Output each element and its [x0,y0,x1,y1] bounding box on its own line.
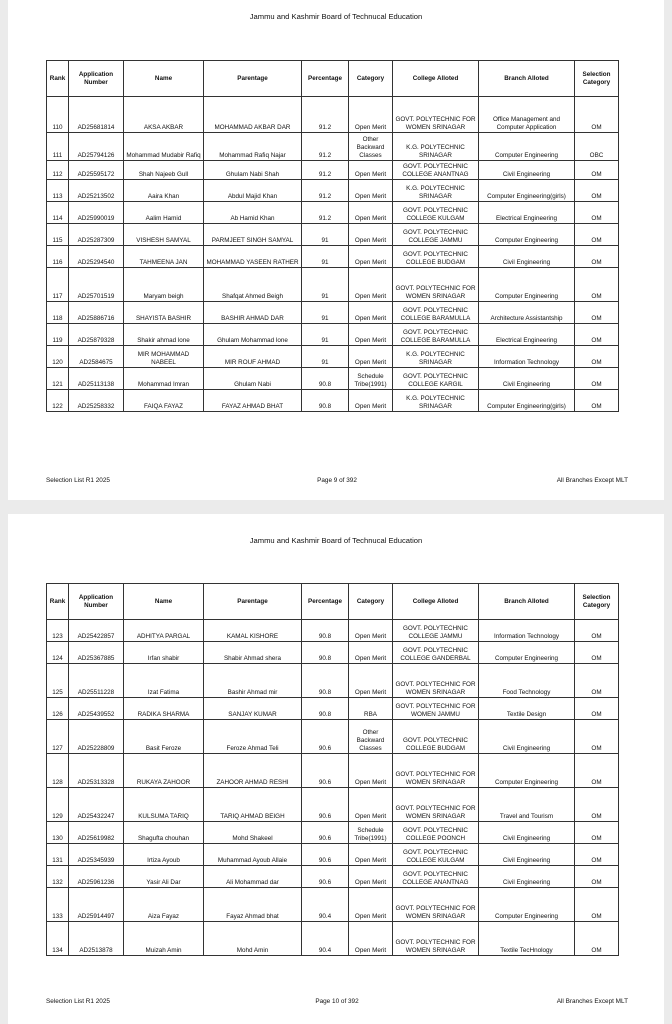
category-cell: Open Merit [349,922,393,956]
name-cell: Aalim Hamid [124,202,204,224]
branch-cell: Textile Design [479,698,575,720]
parentage-cell: Ghulam Nabi Shah [204,161,302,180]
branch-cell: Civil Engineering [479,246,575,268]
parentage-cell: Mohammad Rafiq Najar [204,133,302,161]
college-cell: GOVT. POLYTECHNIC COLLEGE BUDGAM [393,720,479,754]
name-cell: Irtiza Ayoub [124,844,204,866]
college-cell: GOVT. POLYTECHNIC FOR WOMEN SRINAGAR [393,922,479,956]
name-cell: Maryam beigh [124,268,204,302]
rank-cell: 129 [47,788,69,822]
selection-category-cell: OM [575,97,619,133]
branch-cell: Civil Engineering [479,720,575,754]
parentage-cell: SANJAY KUMAR [204,698,302,720]
selection-category-cell: OM [575,246,619,268]
footer-branches: All Branches Except MLT [556,998,628,1005]
table-body [47,620,619,956]
branch-cell: Civil Engineering [479,161,575,180]
name-cell: AKSA AKBAR [124,97,204,133]
parentage-cell: PARMJEET SINGH SAMYAL [204,224,302,246]
rank-cell: 116 [47,246,69,268]
category-cell: RBA [349,698,393,720]
category-cell: Open Merit [349,302,393,324]
application-number-cell: AD25313328 [69,754,124,788]
percentage-cell: 90.4 [302,888,349,922]
document-page-10 [8,514,664,1024]
rank-cell: 119 [47,324,69,346]
percentage-cell: 91.2 [302,161,349,180]
category-cell: Schedule Tribe(1991) [349,822,393,844]
table-row [47,180,619,202]
table-row [47,390,619,412]
college-cell: GOVT. POLYTECHNIC COLLEGE KARGIL [393,368,479,390]
name-cell: Shakir ahmad lone [124,324,204,346]
table-row [47,664,619,698]
application-number-cell: AD25595172 [69,161,124,180]
parentage-cell: MIR ROUF AHMAD [204,346,302,368]
rank-cell: 132 [47,866,69,888]
col-college-header: College Alloted [393,61,479,97]
parentage-cell: Ab Hamid Khan [204,202,302,224]
parentage-cell: ZAHOOR AHMAD RESHI [204,754,302,788]
document-page-9 [8,0,664,500]
college-cell: GOVT. POLYTECHNIC COLLEGE JAMMU [393,620,479,642]
selection-category-cell: OM [575,202,619,224]
selection-category-cell: OM [575,324,619,346]
parentage-cell: Abdul Majid Khan [204,180,302,202]
category-cell: Schedule Tribe(1991) [349,368,393,390]
branch-cell: Electrical Engineering [479,324,575,346]
selection-category-cell: OM [575,224,619,246]
percentage-cell: 91.2 [302,97,349,133]
selection-category-cell: OM [575,390,619,412]
selection-category-cell: OBC [575,133,619,161]
application-number-cell: AD25422857 [69,620,124,642]
table-row [47,922,619,956]
branch-cell: Computer Engineering [479,133,575,161]
table-row [47,788,619,822]
category-cell: Open Merit [349,866,393,888]
selection-category-cell: OM [575,788,619,822]
category-cell: Open Merit [349,844,393,866]
col-name-header: Name [124,584,204,620]
category-cell: Open Merit [349,620,393,642]
name-cell: Basit Feroze [124,720,204,754]
col-percentage-header: Percentage [302,61,349,97]
name-cell: FAIQA FAYAZ [124,390,204,412]
category-cell: Open Merit [349,202,393,224]
percentage-cell: 91 [302,324,349,346]
category-cell: Other Backward Classes [349,720,393,754]
name-cell: Mohammad Imran [124,368,204,390]
category-cell: Open Merit [349,390,393,412]
college-cell: GOVT. POLYTECHNIC COLLEGE BARAMULLA [393,302,479,324]
table-row [47,224,619,246]
selection-category-cell: OM [575,720,619,754]
selection-category-cell: OM [575,844,619,866]
table-row [47,844,619,866]
branch-cell: Computer Engineering [479,888,575,922]
application-number-cell: AD25701519 [69,268,124,302]
percentage-cell: 91.2 [302,202,349,224]
selection-category-cell: OM [575,642,619,664]
rank-cell: 127 [47,720,69,754]
percentage-cell: 90.8 [302,664,349,698]
application-number-cell: AD25619982 [69,822,124,844]
rank-cell: 121 [47,368,69,390]
category-cell: Open Merit [349,268,393,302]
table-row [47,866,619,888]
branch-cell: Architecture Assistantship [479,302,575,324]
application-number-cell: AD25886716 [69,302,124,324]
rank-cell: 134 [47,922,69,956]
percentage-cell: 90.8 [302,698,349,720]
application-number-cell: AD25432247 [69,788,124,822]
branch-cell: Computer Engineering [479,268,575,302]
rank-cell: 112 [47,161,69,180]
category-cell: Open Merit [349,754,393,788]
selection-table [46,583,619,956]
name-cell: Aaira Khan [124,180,204,202]
rank-cell: 122 [47,390,69,412]
category-cell: Open Merit [349,161,393,180]
percentage-cell: 91.2 [302,180,349,202]
selection-category-cell: OM [575,161,619,180]
application-number-cell: AD25294540 [69,246,124,268]
page-number: Page 10 of 392 [315,998,359,1005]
college-cell: GOVT. POLYTECHNIC FOR WOMEN JAMMU [393,698,479,720]
college-cell: GOVT. POLYTECHNIC COLLEGE ANANTNAG [393,866,479,888]
application-number-cell: AD25287309 [69,224,124,246]
percentage-cell: 90.6 [302,720,349,754]
table-row [47,620,619,642]
branch-cell: Food Technology [479,664,575,698]
percentage-cell: 91 [302,346,349,368]
selection-category-cell: OM [575,180,619,202]
table-row [47,698,619,720]
branch-cell: Computer Engineering [479,224,575,246]
table-row [47,642,619,664]
application-number-cell: AD25794126 [69,133,124,161]
college-cell: GOVT. POLYTECHNIC COLLEGE GANDERBAL [393,642,479,664]
name-cell: VISHESH SAMYAL [124,224,204,246]
parentage-cell: MOHAMMAD YASEEN RATHER [204,246,302,268]
col-application-number-header: Application Number [69,584,124,620]
col-category-header: Category [349,584,393,620]
percentage-cell: 90.8 [302,390,349,412]
selection-category-cell: OM [575,866,619,888]
application-number-cell: AD25228809 [69,720,124,754]
parentage-cell: Mohd Amin [204,922,302,956]
category-cell: Open Merit [349,642,393,664]
college-cell: K.G. POLYTECHNIC SRINAGAR [393,346,479,368]
category-cell: Open Merit [349,888,393,922]
percentage-cell: 90.6 [302,754,349,788]
branch-cell: Travel and Tourism [479,788,575,822]
rank-cell: 114 [47,202,69,224]
college-cell: GOVT. POLYTECHNIC FOR WOMEN SRINAGAR [393,888,479,922]
parentage-cell: Feroze Ahmad Teli [204,720,302,754]
col-parentage-header: Parentage [204,584,302,620]
selection-category-cell: OM [575,302,619,324]
college-cell: GOVT. POLYTECHNIC COLLEGE KULGAM [393,202,479,224]
branch-cell: Electrical Engineering [479,202,575,224]
rank-cell: 126 [47,698,69,720]
application-number-cell: AD25439552 [69,698,124,720]
college-cell: GOVT. POLYTECHNIC COLLEGE BUDGAM [393,246,479,268]
percentage-cell: 91.2 [302,133,349,161]
table-row [47,888,619,922]
table-row [47,346,619,368]
branch-cell: Office Management and Computer Application [479,97,575,133]
col-category-header: Category [349,61,393,97]
rank-cell: 124 [47,642,69,664]
name-cell: RUKAYA ZAHOOR [124,754,204,788]
name-cell: ADHITYA PARGAL [124,620,204,642]
name-cell: Shah Najeeb Gull [124,161,204,180]
table-row [47,161,619,180]
parentage-cell: Ghulam Mohammad lone [204,324,302,346]
selection-category-cell: OM [575,698,619,720]
parentage-cell: TARIQ AHMAD BEIGH [204,788,302,822]
branch-cell: Computer Engineering [479,642,575,664]
parentage-cell: Fayaz Ahmad bhat [204,888,302,922]
page-number: Page 9 of 392 [317,477,357,484]
rank-cell: 125 [47,664,69,698]
rank-cell: 128 [47,754,69,788]
branch-cell: Computer Engineering [479,754,575,788]
application-number-cell: AD25113138 [69,368,124,390]
table-body [47,97,619,412]
name-cell: Aiza Fayaz [124,888,204,922]
category-cell: Other Backward Classes [349,133,393,161]
category-cell: Open Merit [349,664,393,698]
application-number-cell: AD2513878 [69,922,124,956]
percentage-cell: 90.8 [302,368,349,390]
percentage-cell: 91 [302,302,349,324]
college-cell: GOVT. POLYTECHNIC COLLEGE JAMMU [393,224,479,246]
table-row [47,246,619,268]
application-number-cell: AD25990019 [69,202,124,224]
application-number-cell: AD25213502 [69,180,124,202]
application-number-cell: AD25511228 [69,664,124,698]
branch-cell: Civil Engineering [479,368,575,390]
college-cell: GOVT. POLYTECHNIC FOR WOMEN SRINAGAR [393,664,479,698]
college-cell: K.G. POLYTECHNIC SRINAGAR [393,180,479,202]
percentage-cell: 91 [302,224,349,246]
application-number-cell: AD25914497 [69,888,124,922]
branch-cell: Civil Engineering [479,844,575,866]
percentage-cell: 91 [302,268,349,302]
name-cell: KULSUMA TARIQ [124,788,204,822]
selection-category-cell: OM [575,822,619,844]
application-number-cell: AD25961236 [69,866,124,888]
rank-cell: 110 [47,97,69,133]
college-cell: GOVT. POLYTECHNIC COLLEGE BARAMULLA [393,324,479,346]
parentage-cell: Ghulam Nabi [204,368,302,390]
footer-branches: All Branches Except MLT [556,477,628,484]
rank-cell: 117 [47,268,69,302]
category-cell: Open Merit [349,324,393,346]
percentage-cell: 90.6 [302,844,349,866]
college-cell: GOVT. POLYTECHNIC FOR WOMEN SRINAGAR [393,268,479,302]
rank-cell: 131 [47,844,69,866]
table-row [47,822,619,844]
parentage-cell: Bashir Ahmad mir [204,664,302,698]
board-title: Jammu and Kashmir Board of Technucal Education [249,536,423,545]
selection-category-cell: OM [575,268,619,302]
col-percentage-header: Percentage [302,584,349,620]
table-row [47,368,619,390]
name-cell: Muizah Amin [124,922,204,956]
branch-cell: Textile TecHnology [479,922,575,956]
percentage-cell: 90.4 [302,922,349,956]
selection-category-cell: OM [575,620,619,642]
footer-list-name: Selection List R1 2025 [46,477,110,484]
application-number-cell: AD25879328 [69,324,124,346]
selection-category-cell: OM [575,664,619,698]
category-cell: Open Merit [349,246,393,268]
branch-cell: Computer Engineering(girls) [479,390,575,412]
col-selection-category-header: Selection Category [575,584,619,620]
college-cell: GOVT. POLYTECHNIC FOR WOMEN SRINAGAR [393,97,479,133]
name-cell: Mohammad Mudabir Rafiq [124,133,204,161]
category-cell: Open Merit [349,224,393,246]
percentage-cell: 91 [302,246,349,268]
college-cell: K.G. POLYTECHNIC SRINAGAR [393,390,479,412]
selection-category-cell: OM [575,922,619,956]
name-cell: Yasir Ali Dar [124,866,204,888]
branch-cell: Civil Engineering [479,822,575,844]
selection-category-cell: OM [575,368,619,390]
college-cell: GOVT. POLYTECHNIC COLLEGE ANANTNAG [393,161,479,180]
category-cell: Open Merit [349,97,393,133]
col-parentage-header: Parentage [204,61,302,97]
percentage-cell: 90.6 [302,866,349,888]
application-number-cell: AD25681814 [69,97,124,133]
parentage-cell: Shabir Ahmad shera [204,642,302,664]
selection-category-cell: OM [575,888,619,922]
col-branch-header: Branch Alloted [479,584,575,620]
table-row [47,202,619,224]
branch-cell: Computer Engineering(girls) [479,180,575,202]
name-cell: SHAYISTA BASHIR [124,302,204,324]
rank-cell: 130 [47,822,69,844]
table-row [47,97,619,133]
name-cell: Irfan shabir [124,642,204,664]
rank-cell: 111 [47,133,69,161]
col-branch-header: Branch Alloted [479,61,575,97]
percentage-cell: 90.8 [302,642,349,664]
col-rank-header: Rank [47,584,69,620]
application-number-cell: AD2584675 [69,346,124,368]
branch-cell: Information Technology [479,620,575,642]
name-cell: MIR MOHAMMAD NABEEL [124,346,204,368]
parentage-cell: BASHIR AHMAD DAR [204,302,302,324]
board-title: Jammu and Kashmir Board of Technucal Education [249,12,423,21]
parentage-cell: FAYAZ AHMAD BHAT [204,390,302,412]
parentage-cell: Muhammad Ayoub Allaie [204,844,302,866]
col-selection-category-header: Selection Category [575,61,619,97]
parentage-cell: Ali Mohammad dar [204,866,302,888]
rank-cell: 120 [47,346,69,368]
name-cell: TAHMEENA JAN [124,246,204,268]
rank-cell: 113 [47,180,69,202]
parentage-cell: Shafqat Ahmed Beigh [204,268,302,302]
rank-cell: 118 [47,302,69,324]
selection-category-cell: OM [575,346,619,368]
college-cell: GOVT. POLYTECHNIC FOR WOMEN SRINAGAR [393,788,479,822]
parentage-cell: KAMAL KISHORE [204,620,302,642]
category-cell: Open Merit [349,180,393,202]
rank-cell: 123 [47,620,69,642]
col-application-number-header: Application Number [69,61,124,97]
name-cell: Izat Fatima [124,664,204,698]
col-name-header: Name [124,61,204,97]
college-cell: GOVT. POLYTECHNIC FOR WOMEN SRINAGAR [393,754,479,788]
application-number-cell: AD25367885 [69,642,124,664]
parentage-cell: Mohd Shakeel [204,822,302,844]
percentage-cell: 90.6 [302,788,349,822]
header-row [47,61,619,97]
rank-cell: 133 [47,888,69,922]
branch-cell: Civil Engineering [479,866,575,888]
college-cell: K.G. POLYTECHNIC SRINAGAR [393,133,479,161]
college-cell: GOVT. POLYTECHNIC COLLEGE KULGAM [393,844,479,866]
table-row [47,268,619,302]
application-number-cell: AD25345939 [69,844,124,866]
college-cell: GOVT. POLYTECHNIC COLLEGE POONCH [393,822,479,844]
branch-cell: Information Technology [479,346,575,368]
selection-category-cell: OM [575,754,619,788]
percentage-cell: 90.6 [302,822,349,844]
table-row [47,133,619,161]
rank-cell: 115 [47,224,69,246]
footer-list-name: Selection List R1 2025 [46,998,110,1005]
category-cell: Open Merit [349,346,393,368]
name-cell: Shagufta chouhan [124,822,204,844]
table-row [47,754,619,788]
percentage-cell: 90.8 [302,620,349,642]
selection-table [46,60,619,412]
table-row [47,324,619,346]
col-rank-header: Rank [47,61,69,97]
application-number-cell: AD25258332 [69,390,124,412]
table-row [47,720,619,754]
header-row [47,584,619,620]
category-cell: Open Merit [349,788,393,822]
table-row [47,302,619,324]
col-college-header: College Alloted [393,584,479,620]
name-cell: RADIKA SHARMA [124,698,204,720]
parentage-cell: MOHAMMAD AKBAR DAR [204,97,302,133]
